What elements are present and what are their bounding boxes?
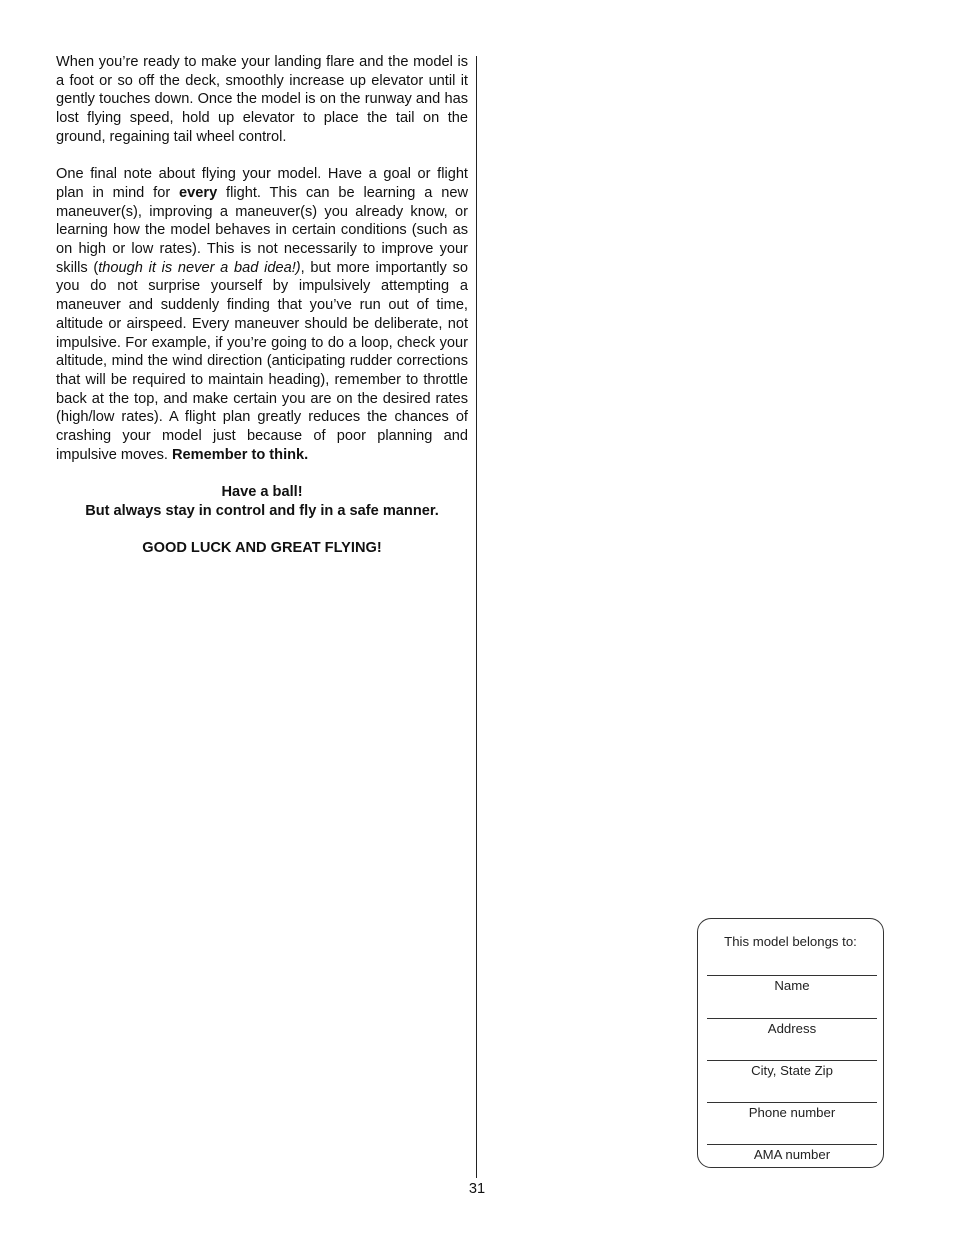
- column-divider: [476, 56, 477, 1178]
- field-ama-number: AMA number: [707, 1144, 877, 1162]
- para2-text-b: flight. This can be learning a new maneuver(s), improving a maneuver(s) you already know, or learning how the model behaves in certain conditions (such as on high or low rates). This is not necessarily to improve your skills (: [56, 184, 468, 276]
- field-phone-number: Phone number: [707, 1102, 877, 1120]
- para2-italic: though it is never a bad idea!): [98, 259, 301, 276]
- paragraph-landing: When you’re ready to make your landing flare and the model is a foot or so off the deck, smoothly increase up elevator until it gently touches down. Once the model is on the runway and has lost flying speed, hold up elevator to place the tail on the ground, regaining tail wheel control.: [56, 54, 468, 145]
- ownership-card: [697, 918, 884, 1168]
- page-number: 31: [468, 1181, 486, 1197]
- para2-text-c: , but more importantly so you do not surprise yourself by impulsively attempting a maneuver and suddenly finding that you’ve run out of time, altitude or airspeed. Every maneuver should be deliberate, not impulsive. For example, if you’re going to do a loop, check your altitude, mind the wind direction (anticipating rudder corrections that will be required to maintain heading), remember to throttle back at the top, and make certain you are on the desired rates (high/low rates). A flight plan greatly reduces the chances of crashing your model just because of poor planning and impulsive moves.: [56, 259, 468, 463]
- field-address: Address: [707, 1018, 877, 1036]
- para2-bold-remember: Remember to think.: [171, 446, 309, 463]
- closing-stay-in-control: But always stay in control and fly in a safe manner.: [85, 502, 439, 519]
- paragraph-flight-plan: [56, 165, 468, 464]
- para2-text-a: One final note about flying your model. Have a goal or flight plan in mind for: [56, 166, 468, 201]
- para2-bold-every: every: [179, 184, 218, 201]
- field-city-state-zip: City, State Zip: [707, 1060, 877, 1078]
- closing-good-luck: GOOD LUCK AND GREAT FLYING!: [142, 540, 382, 557]
- field-name: Name: [707, 975, 877, 993]
- text-column: [56, 53, 468, 558]
- closing-have-a-ball: Have a ball!: [221, 484, 303, 501]
- card-title: This model belongs to:: [724, 934, 857, 949]
